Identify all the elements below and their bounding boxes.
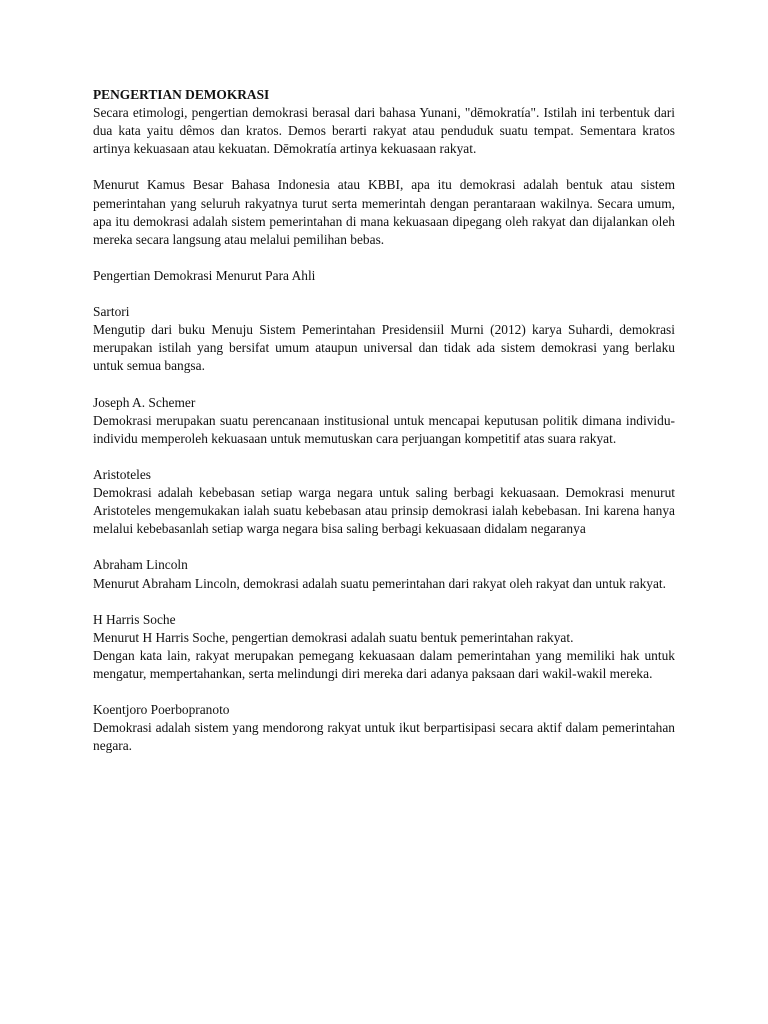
spacer xyxy=(93,285,675,303)
expert-name-aristoteles: Aristoteles xyxy=(93,466,152,482)
expert-text-aristoteles: Demokrasi adalah kebebasan setiap warga negara untuk saling berbagi kekuasaan. Demokrasi menurut Aristoteles mengemukakan ialah suatu kebebasan atau prinsip demokrasi ialah kebebasan. Ini karena hanya melalui kebebasanlah setiap warga negara bisa saling berbagi kekuasaan didalam negaranya xyxy=(93,485,675,537)
expert-name-lincoln: Abraham Lincoln xyxy=(93,557,188,573)
expert-name-schemer: Joseph A. Schemer xyxy=(93,394,196,410)
section-heading: Pengertian Demokrasi Menurut Para Ahli xyxy=(93,267,316,283)
spacer xyxy=(93,538,675,556)
spacer xyxy=(93,448,675,466)
spacer xyxy=(93,158,675,176)
kbbi-paragraph: Menurut Kamus Besar Bahasa Indonesia atau KBBI, apa itu demokrasi adalah bentuk atau sistem pemerintahan yang seluruh rakyatnya turut serta memerintah dengan perantaraan wakilnya. Secara umum, apa itu demokrasi adalah sistem pemerintahan di mana kekuasaan dipegang oleh rakyat dan dijalankan oleh mereka secara langsung atau melalui pemilihan bebas. xyxy=(93,177,675,247)
document-title: PENGERTIAN DEMOKRASI xyxy=(93,87,270,102)
intro-paragraph: Secara etimologi, pengertian demokrasi berasal dari bahasa Yunani, "dēmokratía". Istilah ini terbentuk dari dua kata yaitu dêmos dan kratos. Demos berarti rakyat atau penduduk suatu tempat. Sementara kratos artinya kekuasaan atau kekuatan. Dēmokratía artinya kekuasaan rakyat. xyxy=(93,105,675,157)
expert-text-schemer: Demokrasi merupakan suatu perencanaan institusional untuk mencapai keputusan politik dimana individu- individu memperoleh kekuasaan untuk memutuskan cara perjuangan kompetitif atas suara rakyat. xyxy=(93,412,675,446)
expert-text-lincoln: Menurut Abraham Lincoln, demokrasi adalah suatu pemerintahan dari rakyat oleh rakyat dan untuk rakyat. xyxy=(93,575,666,591)
expert-name-soche: H Harris Soche xyxy=(93,611,176,627)
spacer xyxy=(93,376,675,394)
spacer xyxy=(93,249,675,267)
expert-name-sartori: Sartori xyxy=(93,304,130,320)
expert-text-koentjoro: Demokrasi adalah sistem yang mendorong rakyat untuk ikut berpartisipasi secara aktif dalam pemerintahan negara. xyxy=(93,720,675,754)
expert-name-koentjoro: Koentjoro Poerbopranoto xyxy=(93,702,230,718)
expert-text-soche-continued: Dengan kata lain, rakyat merupakan pemegang kekuasaan dalam pemerintahan yang memiliki hak untuk mengatur, mempertahankan, serta melindungi diri mereka dari adanya paksaan dari wakil-wakil mereka. xyxy=(93,647,675,681)
spacer xyxy=(93,593,675,611)
expert-text-soche: Menurut H Harris Soche, pengertian demokrasi adalah suatu bentuk pemerintahan rakyat. xyxy=(93,629,574,645)
expert-text-sartori: Mengutip dari buku Menuju Sistem Pemerintahan Presidensiil Murni (2012) karya Suhardi, demokrasi merupakan istilah yang bersifat umum ataupun universal dan tidak ada sistem demokrasi yang berlaku untuk semua bangsa. xyxy=(93,322,675,374)
spacer xyxy=(93,683,675,701)
